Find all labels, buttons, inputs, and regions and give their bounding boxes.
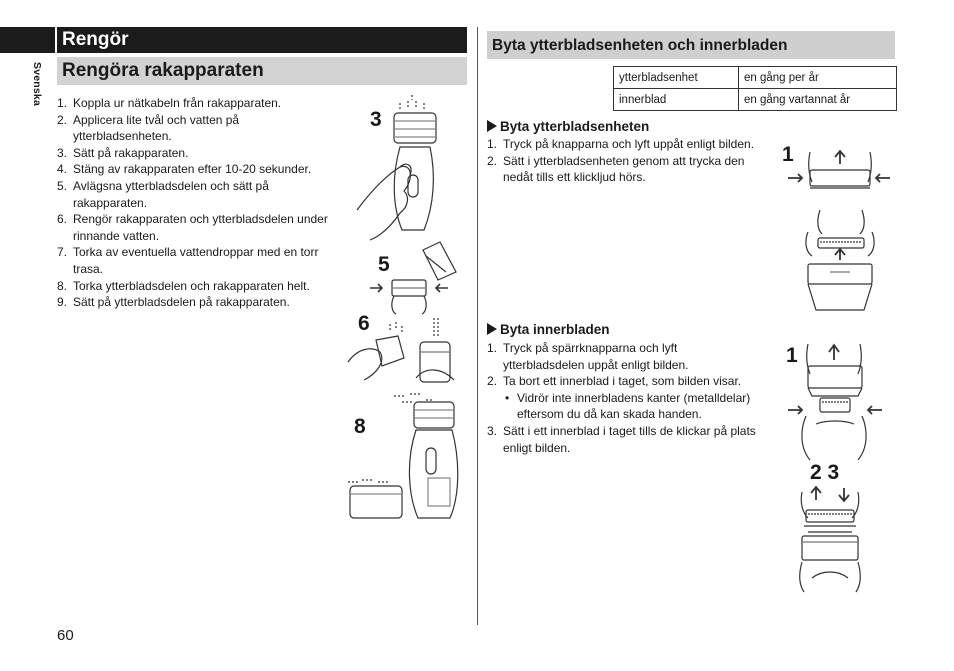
table-cell: en gång per år xyxy=(739,67,897,89)
figure-number: 5 xyxy=(378,253,390,276)
table-cell: en gång vartannat år xyxy=(739,89,897,111)
table-row xyxy=(614,89,897,111)
list-item: 2. Applicera lite tvål och vatten på ytterbladsenheten. xyxy=(57,112,240,144)
list-item: 9. Sätt på ytterbladsdelen på rakapparaten. xyxy=(57,295,290,310)
list-item: • Vidrör inte innerbladens kanter (metalldelar) eftersom du då kan skada handen. xyxy=(505,390,751,422)
column-divider xyxy=(477,27,478,625)
triangle-bullet-icon xyxy=(487,120,497,132)
list-item: 2. Ta bort ett innerblad i taget, som bilden visar. xyxy=(487,374,742,389)
figure-number: 1 xyxy=(782,143,794,166)
figure-number: 6 xyxy=(358,312,370,335)
list-item: 1. Tryck på knapparna och lyft uppåt enligt bilden. xyxy=(487,137,755,151)
figure-number: 3 xyxy=(370,108,382,131)
language-tab xyxy=(0,27,55,53)
replacement-frequency-table xyxy=(613,66,897,111)
table-cell: ytterbladsenhet xyxy=(614,67,739,89)
inner-blade-steps xyxy=(487,340,762,456)
list-item: 3. Sätt i ett innerblad i taget tills de klickar på plats enligt bilden. xyxy=(487,423,756,455)
table-cell: innerblad xyxy=(614,89,739,111)
list-item: 1. Tryck på spärrknapparna och lyft ytterbladsdelen uppåt enligt bilden. xyxy=(487,341,689,372)
figure-number: 1 xyxy=(786,344,798,367)
shaver-soap-illustration xyxy=(352,95,462,240)
section-subheading: Rengöra rakapparaten xyxy=(57,57,467,85)
outer-blade-steps xyxy=(487,136,762,186)
list-item: 6. Rengör rakapparaten och ytterbladsdelen under rinnande vatten. xyxy=(57,212,328,243)
figure-number: 8 xyxy=(354,415,366,438)
inner-blade-swap-illustration xyxy=(794,486,884,592)
list-item: 1. Koppla ur nätkabeln från rakapparaten. xyxy=(57,96,282,110)
list-item: 2. Sätt i ytterbladsenheten genom att trycka den nedåt tills ett klickljud hörs. xyxy=(487,153,745,185)
outer-blade-replace-illustration xyxy=(786,142,891,312)
section-heading: Rengör xyxy=(57,27,467,53)
inner-blade-release-illustration xyxy=(786,340,891,462)
subsection-heading: Byta innerbladen xyxy=(487,322,610,337)
list-item: 5. Avlägsna ytterbladsdelen och sätt på rakapparaten. xyxy=(57,178,269,210)
table-row xyxy=(614,67,897,89)
triangle-bullet-icon xyxy=(487,323,497,335)
remove-outer-blade-illustration xyxy=(368,242,463,314)
list-item: 7. Torka av eventuella vattendroppar med en torr trasa. xyxy=(57,245,319,276)
rinse-under-water-illustration xyxy=(346,318,458,386)
figure-number: 2 3 xyxy=(810,461,840,484)
dry-shaver-illustration xyxy=(346,390,466,520)
language-label: Svenska xyxy=(31,62,43,107)
list-item: 4. Stäng av rakapparaten efter 10-20 sekunder. xyxy=(57,162,312,177)
list-item: 3. Sätt på rakapparaten. xyxy=(57,145,189,160)
list-item: 8. Torka ytterbladsdelen och rakapparaten helt. xyxy=(57,278,310,293)
subsection-heading: Byta ytterbladsenheten xyxy=(487,119,649,134)
page-number: 60 xyxy=(57,627,74,644)
replacement-heading: Byta ytterbladsenheten och innerbladen xyxy=(487,31,895,59)
cleaning-steps xyxy=(57,95,337,311)
